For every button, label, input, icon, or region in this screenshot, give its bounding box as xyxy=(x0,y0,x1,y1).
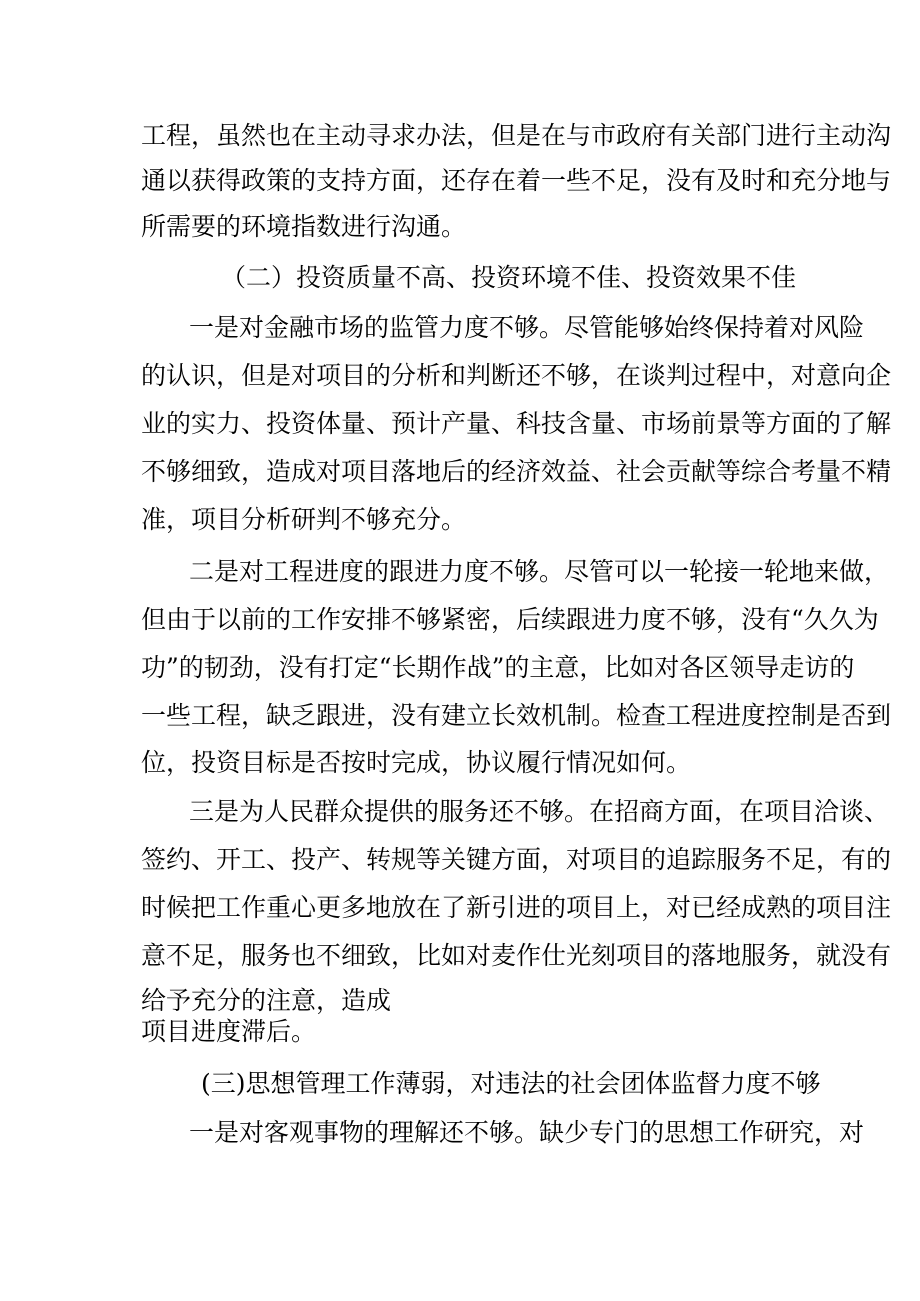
text-line: 准，项目分析研判不够充分。 xyxy=(141,505,467,534)
text-line: 三是为人民群众提供的服务还不够。在招商方面，在项目洽谈、 xyxy=(189,797,890,826)
text-line: 一些工程，缺乏跟进，没有建立长效机制。检查工程进度控制是否到 xyxy=(141,701,892,730)
text-line: 通以获得政策的支持方面，还存在着一些不足，没有及时和充分地与 xyxy=(141,166,892,195)
text-line: 功”的韧劲，没有打定“长期作战”的主意，比如对各区领导走访的 xyxy=(141,653,855,682)
text-line: 但由于以前的工作安排不够紧密，后续跟进力度不够，没有“久久为 xyxy=(141,605,879,634)
text-line: 位，投资目标是否按时完成，协议履行情况如何。 xyxy=(141,748,692,777)
text-line: 不够细致，造成对项目落地后的经济效益、社会贡献等综合考量不精 xyxy=(141,457,892,486)
text-line: 一是对客观事物的理解还不够。缺少专门的思想工作研究，对 xyxy=(189,1118,865,1147)
text-line: 的认识，但是对项目的分析和判断还不够，在谈判过程中，对意向企 xyxy=(141,361,892,390)
text-line: 项目进度滞后。 xyxy=(141,1017,317,1046)
section-heading: (三)思想管理工作薄弱，对违法的社会团体监督力度不够 xyxy=(201,1069,821,1098)
text-line: 一是对金融市场的监管力度不够。尽管能够始终保持着对风险 xyxy=(189,313,865,342)
section-heading: （二）投资质量不高、投资环境不佳、投资效果不佳 xyxy=(221,263,797,292)
text-line: 所需要的环境指数进行沟通。 xyxy=(141,212,467,241)
text-line: 给予充分的注意，造成 xyxy=(141,986,392,1015)
text-line: 二是对工程进度的跟进力度不够。尽管可以一轮接一轮地来做， xyxy=(189,557,890,586)
text-line: 工程，虽然也在主动寻求办法，但是在与市政府有关部门进行主动沟 xyxy=(141,121,892,150)
text-line: 时候把工作重心更多地放在了新引进的项目上，对已经成熟的项目注 xyxy=(141,893,892,922)
text-line: 签约、开工、投产、转规等关键方面，对项目的追踪服务不足，有的 xyxy=(141,845,892,874)
text-line: 意不足，服务也不细致，比如对麦作仕光刻项目的落地服务，就没有 xyxy=(141,941,892,970)
text-line: 业的实力、投资体量、预计产量、科技含量、市场前景等方面的了解 xyxy=(141,409,892,438)
